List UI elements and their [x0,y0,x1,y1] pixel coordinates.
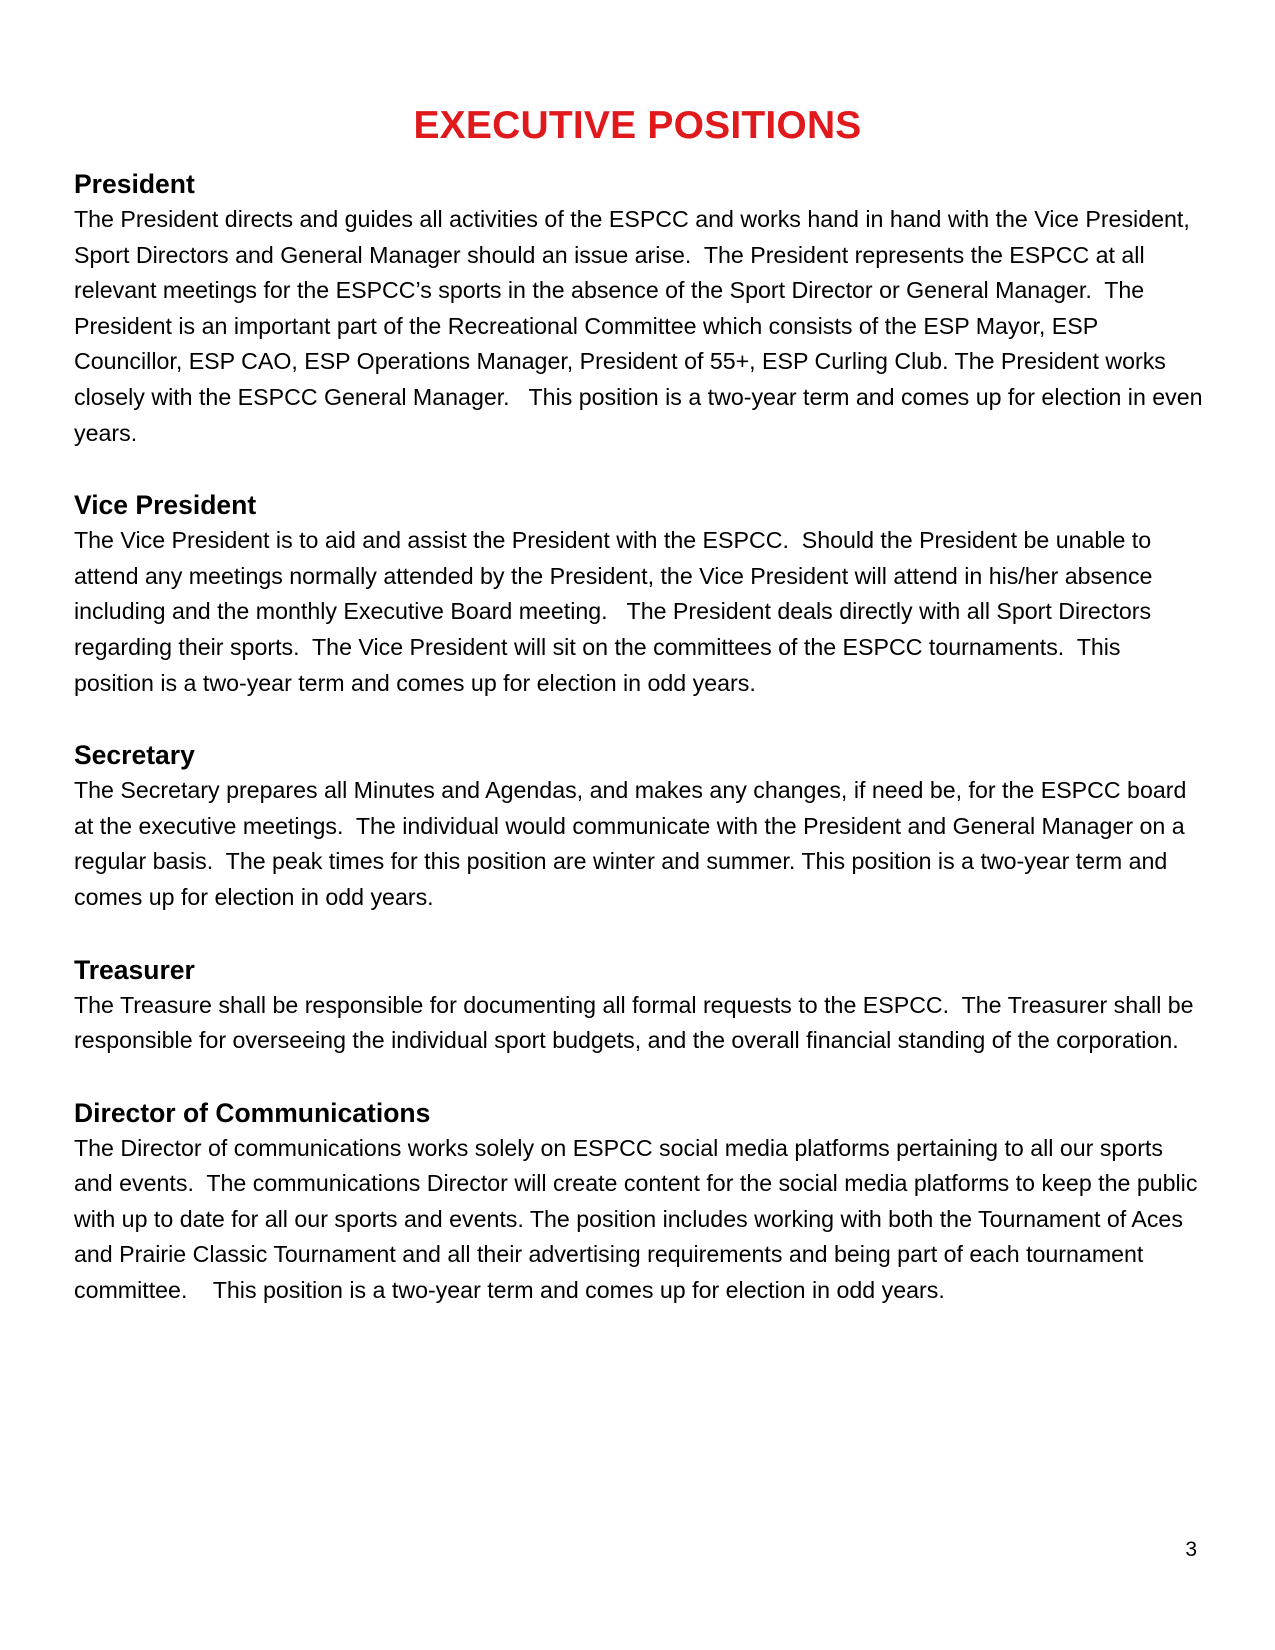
section-body: The Vice President is to aid and assist the President with the ESPCC. Should the President be unable to attend any meetings normally attended by the President, the Vice President will attend in his/her absence including and the monthly Executive Board meeting. The President deals directly with all Sport Directors regarding their sports. The Vice President will sit on the committees of the ESPCC tournaments. This position is a two-year term and comes up for election in odd years. [74,527,1159,696]
section-heading: President [74,169,195,199]
section-heading: Treasurer [74,954,195,985]
section-body: The Director of communications works solely on ESPCC social media platforms pertaining to all our sports and events. The communications Director will create content for the social media platforms to keep the public with up to date for all our sports and events. The position includes working with both the Tournament of Aces and Prairie Classic Tournament and all their advertising requirements and being part of each tournament committee. This position is a two-year term and comes up for election in odd years. [74,1134,1204,1304]
page-number: 3 [1185,1538,1197,1561]
section-body: The Secretary prepares all Minutes and Agendas, and makes any changes, if need be, for the ESPCC board at the executive meetings. The individual would communicate with the President and General Manager on a regular basis. The peak times for this position are winter and summer. This position is a two-year term and comes up for election in odd years. [74,777,1193,910]
section-heading: Secretary [74,740,195,771]
section-heading: Vice President [74,490,257,521]
section-treasurer [74,952,1204,1059]
section-heading: Director of Communications [74,1097,431,1128]
section-secretary [74,737,1204,915]
section-president [74,166,1210,451]
document-content [74,166,1210,1345]
section-body: The President directs and guides all activities of the ESPCC and works hand in hand with the Vice President, Sport Directors and General Manager should an issue arise. The President represents the ESPCC at all relevant meetings for the ESPCC’s sports in the absence of the Sport Director or General Manager. The President is an important part of the Recreational Committee which consists of the ESP Mayor, ESP Councillor, ESP CAO, ESP Operations Manager, President of 55+, ESP Curling Club. The President works closely with the ESPCC General Manager. This position is a two-year term and comes up for election in even years. [74,206,1210,446]
page-title: EXECUTIVE POSITIONS [413,104,862,148]
section-body: The Treasure shall be responsible for documenting all formal requests to the ESPCC. The Treasurer shall be responsible for overseeing the individual sport budgets, and the overall financial standing of the corporation. [74,991,1201,1054]
section-director-of-communications [74,1095,1204,1309]
section-vice-president [74,487,1204,701]
